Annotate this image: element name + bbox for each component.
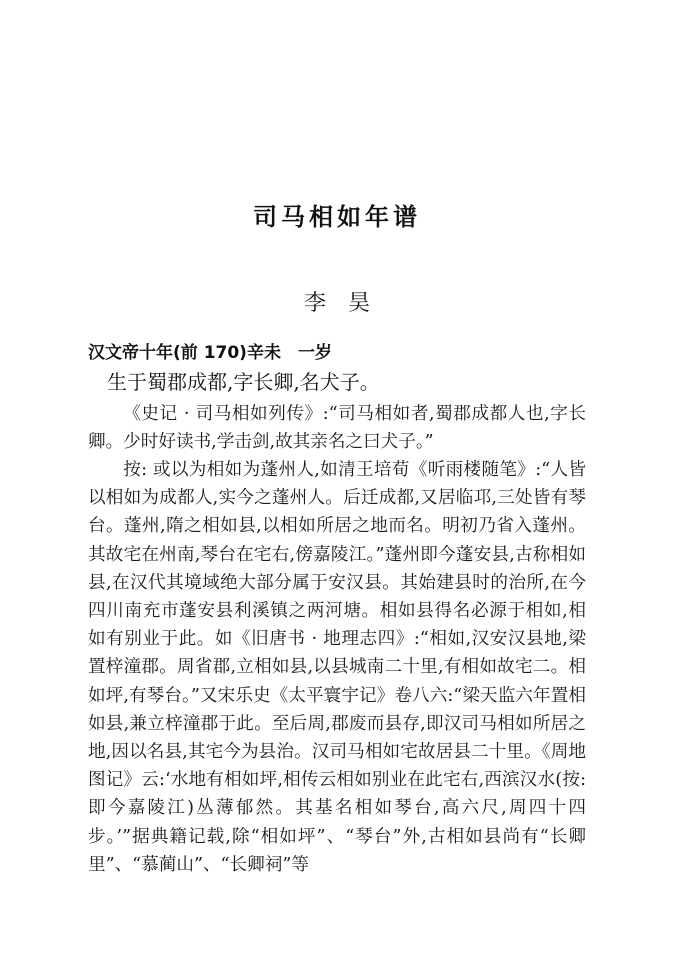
annotation-paragraph [88, 456, 586, 879]
year-entry-summary: 生于蜀郡成都,字长卿,名犬子。 [107, 370, 380, 394]
paragraph-text: 《史记 · 司马相如列传》:“司马相如者,蜀郡成都人也,字长卿。少时好读书,学击剑,故其亲名之曰犬子。” [88, 404, 586, 453]
paragraph-text: 按: 或以为相如为蓬州人,如清王培荀《听雨楼随笔》:“人皆以相如为成都人,实今之蓬州人。后迁成都,又居临邛,三处皆有琴台。蓬州,隋之相如县,以相如所居之地而名。明初乃省入蓬州。其故宅在州南,琴台在宅右,傍嘉陵江。”蓬州即今蓬安县,古称相如县,在汉代其境域绝大部分属于安汉县。其始建县时的治所,在今四川南充市蓬安县利溪镇之两河塘。相如县得名必源于相如,相如有别业于此。如《旧唐书 · 地理志四》:“相如,汉安汉县地,梁置梓潼郡。周省郡,立相如县,以县城南二十里,有相如故宅二。相如坪,有琴台。”又宋乐史《太平寰宇记》卷八六:“梁天监六年置相如县,兼立梓潼郡于此。至后周,郡废而县存,即汉司马相如所居之地,因以名县,其宅今为县治。汉司马相如宅故居县二十里。《周地图记》云:‘水地有相如坪,相传云相如别业在此宅右,西滨汉水(按: 即今嘉陵江)丛薄郁然。其基名相如琴台,高六尺,周四十四步。’”据典籍记载,除“相如坪”、“琴台”外,古相如县尚有“长卿里”、“慕蔺山”、“长卿祠”等 [88, 460, 586, 875]
citation-paragraph [88, 400, 586, 456]
document-title: 司马相如年谱 [253, 203, 421, 231]
year-entry-heading: 汉文帝十年(前 170)辛未 一岁 [88, 343, 332, 363]
author-name: 李昊 [303, 291, 392, 316]
